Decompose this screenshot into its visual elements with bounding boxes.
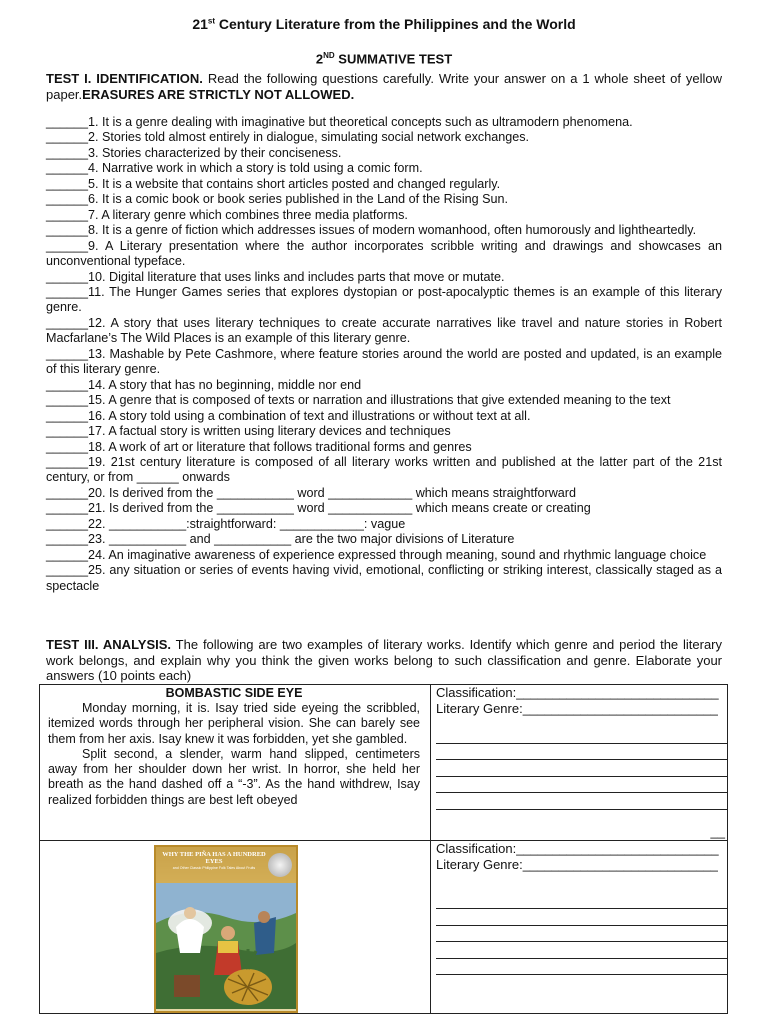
answer-blank-line [436,727,728,744]
identification-questions [46,115,722,594]
analysis-row [40,840,728,1013]
question-item: ______16. A story told using a combination of text and illustrations or without text at all. [46,408,531,423]
answer-blank-line [436,777,728,794]
test3-heading: TEST III. ANALYSIS. [46,637,172,652]
classification-line: Classification:____________________________ [436,685,719,700]
question-item: ______7. A literary genre which combines three media platforms. [46,207,408,222]
question-item: ______23. ___________ and ___________ are the two major divisions of Literature [46,532,515,547]
book-cover-subtitle: and Other Classic Philippine Folk Tales About Fruits [172,865,256,870]
question-item: ______8. It is a genre of fiction which addresses issues of modern womanhood, often humorously and lightheartedly. [46,223,697,238]
question-item: ______13. Mashable by Pete Cashmore, where feature stories around the world are posted and updated, is an example of this literary genre. [46,346,722,377]
test3-instruction-text: The following are two examples of literary works. Identify which genre and period the literary work belongs, and explain why you think the given works belong to such classification and genre. Elaborate your answers (10 points each) [46,637,723,684]
story-paragraph: Monday morning, it is. Isay tried side eyeing the scribbled, itemized words through her peripheral vision. She can barely see them from her axis. Isay knew it was forbidden, yet she gambled. [48,701,420,746]
question-item: ______14. A story that has no beginning, middle nor end [46,377,362,392]
question-item: ______6. It is a comic book or book series published in the Land of the Rising Sun. [46,192,509,207]
answer-blank-line [436,942,728,959]
genre-line: Literary Genre:___________________________ [436,701,718,716]
answer-cell [431,685,728,841]
question-item: ______24. An imaginative awareness of experience expressed through meaning, sound and rhythmic language choice [46,547,707,562]
question-item: ______12. A story that uses literary techniques to create accurate narratives like travel and nature stories in Robert Macfarlane’s The Wild Places is an example of this literary genre. [46,315,722,346]
answer-blank-line [436,926,728,943]
question-item: ______21. Is derived from the ___________ word ____________ which means create or creating [46,501,591,516]
answer-blank-line [436,893,728,910]
question-item: ______11. The Hunger Games series that explores dystopian or post-apocalyptic themes is an example of this literary genre. [46,284,722,315]
test1-heading: TEST I. IDENTIFICATION. [46,71,203,86]
question-item: ______20. Is derived from the ___________ word ____________ which means straightforward [46,485,576,500]
question-item: ______2. Stories told almost entirely in dialogue, simulating social network exchanges. [46,130,530,145]
story-title: BOMBASTIC SIDE EYE [165,686,303,700]
course-title: 21st Century Literature from the Philippines and the World [192,16,576,32]
question-item: ______25. any situation or series of events having vivid, emotional, conflicting or striking interest, classically staged as a spectacle [46,563,722,593]
question-item: ______22. ___________:straightforward: ____________: vague [46,516,406,531]
answer-cell [431,840,728,1013]
test3-instructions [46,637,722,684]
book-cover-illustration [156,883,296,1009]
answer-blank-line [436,909,728,926]
erasure-warning: ERASURES ARE STRICTLY NOT ALLOWED. [82,86,355,102]
question-item: ______4. Narrative work in which a story is told using a comic form. [46,161,423,176]
question-item: ______15. A genre that is composed of texts or narration and illustrations that give extended meaning to the text [46,393,671,408]
story-cell [40,685,431,841]
book-cover-cell [40,840,431,1013]
analysis-table [39,684,728,1014]
question-item: ______1. It is a genre dealing with imaginative but theoretical concepts such as ultramodern phenomena. [46,115,633,129]
analysis-row [40,685,728,841]
answer-blank-line [436,959,728,976]
genre-line: Literary Genre:___________________________ [436,856,718,872]
answer-blank-line [436,744,728,761]
story-paragraph: Split second, a slender, warm hand slipped, centimeters away from her shoulder down her wrist. In horror, she held her breath as the hand dashed off a “-3”. As the hand withdrew, Isay realized forbidden things are best left obeyed [48,746,420,807]
test1-instruction-text: Read the following questions carefully. Write your answer on a 1 whole sheet of yellow paper. [46,71,723,102]
question-item: ______10. Digital literature that uses links and includes parts that move or mutate. [46,269,505,284]
award-seal-icon [268,853,292,877]
classification-line: Classification:____________________________ [436,840,719,856]
trailing-blank: __ [710,823,725,839]
book-cover-image [154,845,298,1013]
question-item: ______19. 21st century literature is composed of all literary works written and published at the latter part of the 21st century, or from ______ onwards [46,454,722,485]
test-title: 2ND SUMMATIVE TEST [315,51,453,67]
test1-instructions [46,71,722,102]
question-item: ______18. A work of art or literature that follows traditional forms and genres [46,439,472,454]
question-item: ______17. A factual story is written using literary devices and techniques [46,424,451,439]
question-item: ______3. Stories characterized by their conciseness. [46,145,342,160]
answer-blank-line [436,760,728,777]
question-item: ______5. It is a website that contains short articles posted and changed regularly. [46,176,501,191]
question-item: ______9. A Literary presentation where the author incorporates scribble writing and drawings and showcases an unconventional typeface. [46,238,722,269]
answer-blank-line [436,793,728,810]
book-cover-title: WHY THE PIÑA HAS A HUNDRED EYES [162,850,266,865]
